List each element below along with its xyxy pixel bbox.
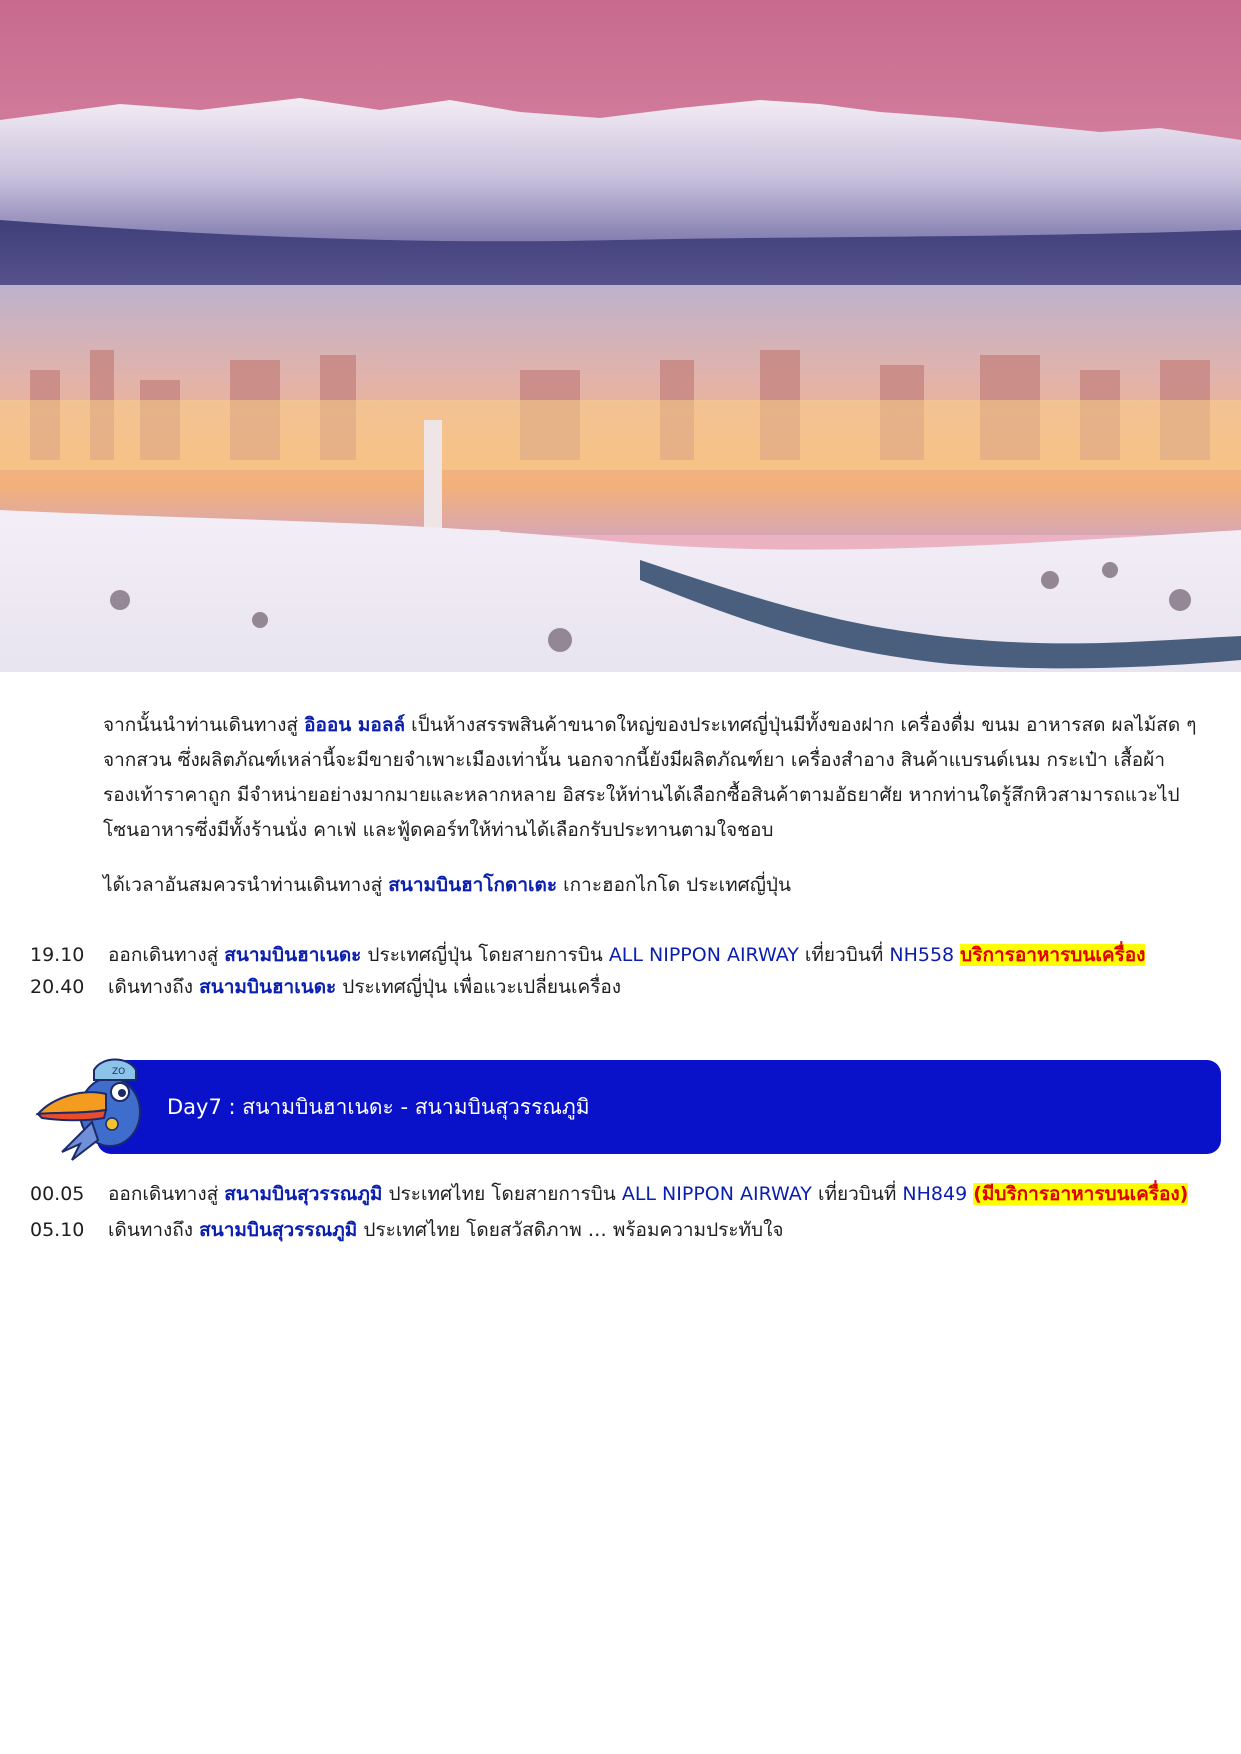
schedule-text: เดินทางถึง xyxy=(108,976,200,998)
schedule-text: ออกเดินทางสู่ xyxy=(108,944,225,966)
flight-number: NH849 xyxy=(902,1183,968,1205)
schedule-time: 20.40 xyxy=(30,976,85,998)
schedule-text: ประเทศญี่ปุ่น โดยสายการบิน xyxy=(361,944,609,966)
schedule-text: ประเทศญี่ปุ่น เพื่อแวะเปลี่ยนเครื่อง xyxy=(336,976,622,998)
schedule-time: 05.10 xyxy=(30,1219,85,1241)
suvarnabhumi-airport-name: สนามบินสุวรรณภูมิ xyxy=(199,1219,358,1241)
schedule-text: ประเทศไทย โดยสวัสดิภาพ … พร้อมความประทับใจ xyxy=(357,1219,784,1241)
schedule-text: ประเทศไทย โดยสายการบิน xyxy=(382,1183,622,1205)
day7-banner xyxy=(97,1060,1221,1154)
winter-city-mountains-image xyxy=(0,0,1241,672)
hero-photo xyxy=(0,0,1241,672)
suvarnabhumi-airport-name: สนามบินสุวรรณภูมิ xyxy=(224,1183,383,1205)
schedule-row xyxy=(30,1214,1230,1246)
day-title: Day7 : สนามบินฮาเนดะ - สนามบินสุวรรณภูมิ xyxy=(167,1095,590,1119)
meal-service-badge: บริการอาหารบนเครื่อง xyxy=(960,944,1146,966)
toucan-mascot-icon xyxy=(32,1052,152,1164)
paragraph-text: เป็นห้างสรรพสินค้าขนาดใหญ่ของประเทศญี่ปุ่นมีทั้งของฝาก เครื่องดื่ม ขนม อาหารสด ผลไม้สด ๆ จากสวน ซึ่งผลิตภัณฑ์เหล่านี้จะมีขายจำเพาะเมืองเท่านั้น นอกจากนี้ยังมีผลิตภัณฑ์ยา เครื่องสำอาง สินค้าแบรนด์เนม กระเป๋า เสื้อผ้า รองเท้าราคาถูก มีจำหน่ายอย่างมากมายและหลากหลาย อิสระให้ท่านได้เลือกซื้อสินค้าตามอัธยาศัย หากท่านใดรู้สึกหิวสามารถแวะไปโซนอาหารซึ่งมีทั้งร้านนั่ง คาเฟ่ และฟู้ดคอร์ทให้ท่านได้เลือกรับประทานตามใจชอบ xyxy=(103,714,1197,841)
flight-number: NH558 xyxy=(889,944,955,966)
schedule-text: เที่ยวบินที่ xyxy=(798,944,890,966)
schedule-text: เที่ยวบินที่ xyxy=(811,1183,903,1205)
hakodate-airport-name: สนามบินฮาโกดาเตะ xyxy=(388,874,558,896)
haneda-airport-name: สนามบินฮาเนดะ xyxy=(224,944,362,966)
haneda-airport-name: สนามบินฮาเนดะ xyxy=(199,976,337,998)
paragraph-text: จากนั้นนำท่านเดินทางสู่ xyxy=(103,714,305,736)
aeon-mall-name: อิออน มอลล์ xyxy=(304,714,406,736)
airline-name: ALL NIPPON AIRWAY xyxy=(621,1183,812,1205)
airline-name: ALL NIPPON AIRWAY xyxy=(608,944,799,966)
schedule-row xyxy=(30,971,1230,1003)
schedule-text: ออกเดินทางสู่ xyxy=(108,1183,225,1205)
paragraph-text: ได้เวลาอันสมควรนำท่านเดินทางสู่ xyxy=(103,874,389,896)
schedule-text: เดินทางถึง xyxy=(108,1219,200,1241)
hakodate-paragraph xyxy=(103,868,1213,903)
schedule-time: 19.10 xyxy=(30,944,85,966)
svg-text:ZO: ZO xyxy=(112,1067,126,1077)
paragraph-text: เกาะฮอกไกโด ประเทศญี่ปุ่น xyxy=(557,874,791,896)
aeon-mall-paragraph xyxy=(103,708,1213,848)
schedule-time: 00.05 xyxy=(30,1183,85,1205)
meal-service-badge: (มีบริการอาหารบนเครื่อง) xyxy=(973,1183,1189,1205)
schedule-row xyxy=(30,1178,1230,1210)
schedule-row xyxy=(30,939,1230,971)
